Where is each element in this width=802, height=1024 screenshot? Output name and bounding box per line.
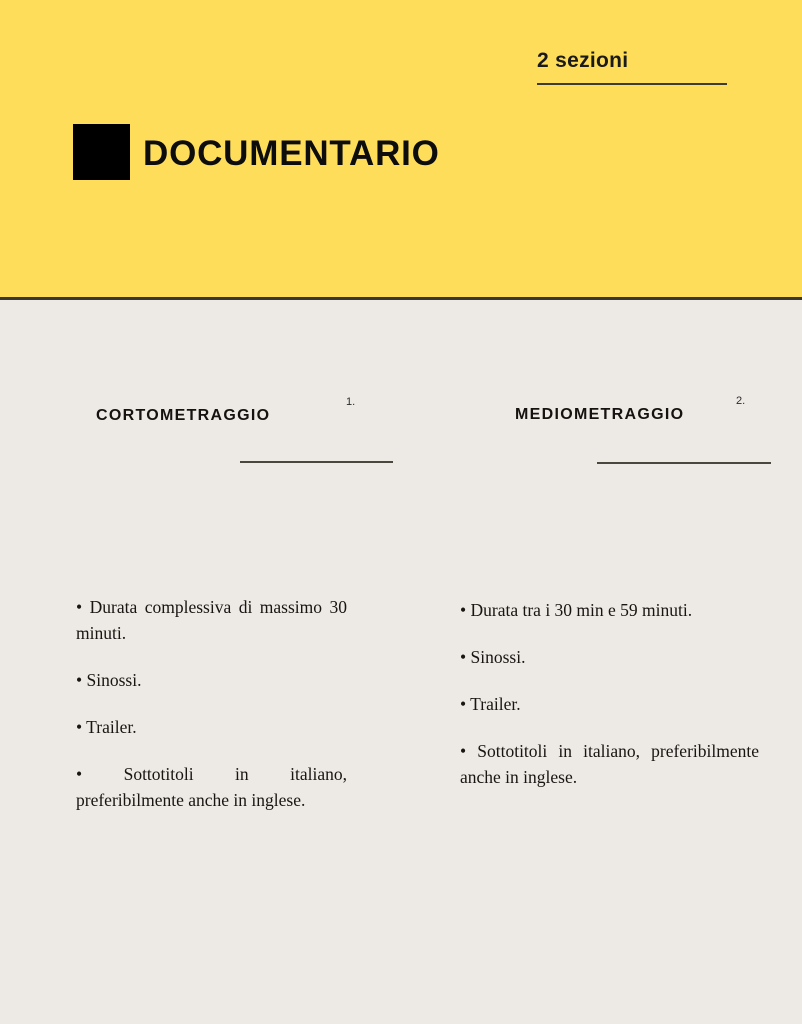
column-title-mediometraggio: MEDIOMETRAGGIO	[515, 406, 685, 423]
bullet-list-mediometraggio	[460, 597, 759, 811]
bullet-item: • Trailer.	[460, 694, 521, 714]
column-number-2: 2.	[736, 395, 746, 407]
black-square-icon	[73, 124, 130, 180]
bullet-item: • Sottotitoli in italiano, preferibilmente anche in inglese.	[460, 741, 759, 787]
sections-count-underline	[537, 83, 727, 85]
column-underline-1	[240, 461, 393, 463]
bullet-item: • Durata complessiva di massimo 30 minuti.	[76, 597, 347, 643]
bullet-list-cortometraggio	[76, 594, 347, 834]
sections-count-label: 2 sezioni	[537, 49, 629, 72]
column-number-1: 1.	[346, 396, 356, 408]
bullet-item: • Sottotitoli in italiano, preferibilmente anche in inglese.	[76, 764, 347, 810]
bullet-item: • Trailer.	[76, 717, 137, 737]
bullet-item: • Sinossi.	[76, 670, 142, 690]
bullet-item: • Durata tra i 30 min e 59 minuti.	[460, 600, 693, 620]
page-title: DOCUMENTARIO	[143, 134, 440, 173]
header-band	[0, 0, 802, 300]
bullet-item: • Sinossi.	[460, 647, 526, 667]
column-underline-2	[597, 462, 771, 464]
column-title-cortometraggio: CORTOMETRAGGIO	[96, 407, 271, 424]
